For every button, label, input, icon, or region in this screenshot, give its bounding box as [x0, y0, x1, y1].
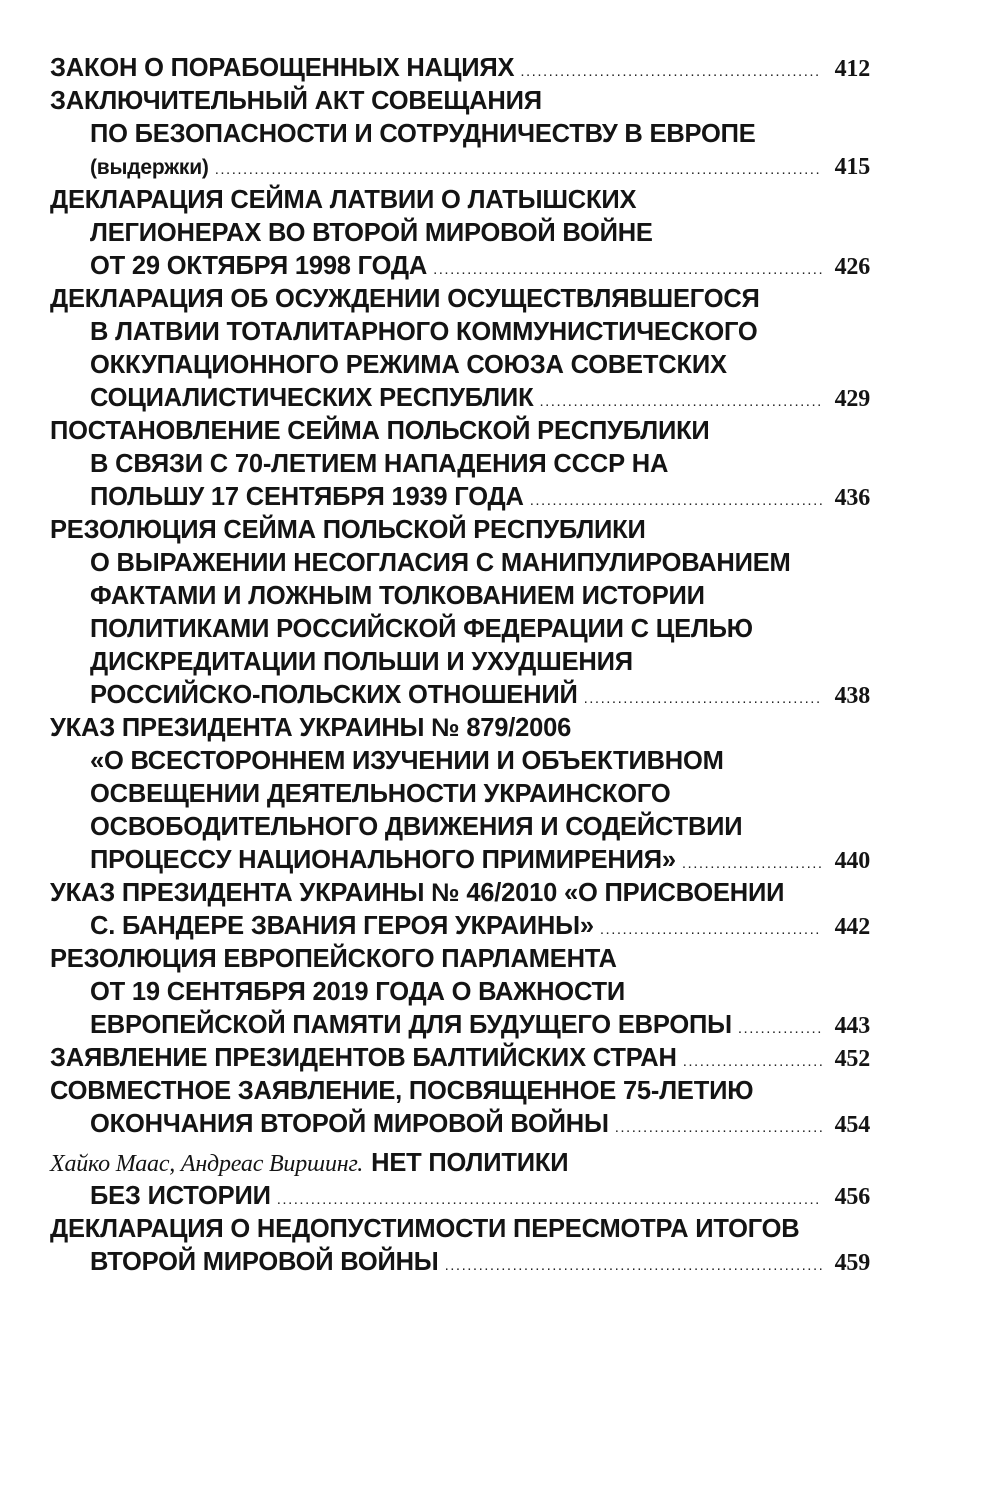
toc-line: [50, 481, 870, 514]
entry-title-continued: ПОЛИТИКАМИ РОССИЙСКОЙ ФЕДЕРАЦИИ С ЦЕЛЬЮ: [90, 615, 753, 643]
dot-leader: [445, 1249, 822, 1282]
toc-line: [50, 184, 870, 217]
page-number: 459: [834, 1250, 870, 1276]
entry-title-continued: ПО БЕЗОПАСНОСТИ И СОТРУДНИЧЕСТВУ В ЕВРОПЕ: [90, 120, 756, 148]
entry-title: РЕЗОЛЮЦИЯ ЕВРОПЕЙСКОГО ПАРЛАМЕНТА: [50, 945, 617, 973]
toc-line: [50, 85, 870, 118]
entry-title: ЗАКЛЮЧИТЕЛЬНЫЙ АКТ СОВЕЩАНИЯ: [50, 87, 542, 115]
entry-title-continued: СОЦИАЛИСТИЧЕСКИХ РЕСПУБЛИК: [90, 384, 534, 412]
dot-leader: [682, 847, 822, 880]
toc-line: [50, 547, 870, 580]
toc-line: [50, 844, 870, 877]
entry-title-continued: ЛЕГИОНЕРАХ ВО ВТОРОЙ МИРОВОЙ ВОЙНЕ: [90, 219, 653, 247]
toc-entry: [50, 943, 870, 1042]
toc-line: [50, 646, 870, 679]
entry-title-continued: ВТОРОЙ МИРОВОЙ ВОЙНЫ: [90, 1248, 439, 1276]
dot-leader: [433, 253, 822, 286]
toc-line: [50, 679, 870, 712]
toc-entry: [50, 1213, 870, 1279]
entry-title-continued: ОКОНЧАНИЯ ВТОРОЙ МИРОВОЙ ВОЙНЫ: [90, 1110, 609, 1138]
toc-entry: [50, 184, 870, 283]
entry-title: ДЕКЛАРАЦИЯ СЕЙМА ЛАТВИИ О ЛАТЫШСКИХ: [50, 186, 637, 214]
dot-leader: [683, 1045, 822, 1078]
dot-leader: [520, 55, 822, 88]
toc-line: [50, 151, 870, 184]
toc-entry: [50, 415, 870, 514]
entry-title: РЕЗОЛЮЦИЯ СЕЙМА ПОЛЬСКОЙ РЕСПУБЛИКИ: [50, 516, 646, 544]
page-number: 440: [834, 848, 870, 874]
toc-line: [50, 778, 870, 811]
entry-title: СОВМЕСТНОЕ ЗАЯВЛЕНИЕ, ПОСВЯЩЕННОЕ 75-ЛЕТИЮ: [50, 1077, 754, 1105]
entry-title-continued: О ВЫРАЖЕНИИ НЕСОГЛАСИЯ С МАНИПУЛИРОВАНИЕМ: [90, 549, 791, 577]
page-number: 442: [834, 914, 870, 940]
dot-leader: [215, 153, 822, 186]
toc-line: [50, 811, 870, 844]
toc-line: [50, 52, 870, 85]
entry-title: ЗАКОН О ПОРАБОЩЕННЫХ НАЦИЯХ: [50, 54, 515, 82]
toc-line: [50, 1042, 870, 1075]
toc-line: [50, 1180, 870, 1213]
entry-title-continued: ОТ 29 ОКТЯБРЯ 1998 ГОДА: [90, 252, 428, 280]
page-number: 438: [834, 683, 870, 709]
entry-title-continued: В СВЯЗИ С 70-ЛЕТИЕМ НАПАДЕНИЯ СССР НА: [90, 450, 669, 478]
toc-line: [50, 514, 870, 547]
entry-title: ДЕКЛАРАЦИЯ ОБ ОСУЖДЕНИИ ОСУЩЕСТВЛЯВШЕГОСЯ: [50, 285, 760, 313]
page-number: 412: [834, 56, 870, 82]
toc-line: [50, 745, 870, 778]
toc-line: [50, 283, 870, 316]
entry-authors: Хайко Маас, Андреас Виршинг.: [50, 1151, 364, 1177]
entry-title-continued: В ЛАТВИИ ТОТАЛИТАРНОГО КОММУНИСТИЧЕСКОГО: [90, 318, 758, 346]
toc-line: [50, 1213, 870, 1246]
page-number: 415: [834, 154, 870, 180]
toc-line: [50, 580, 870, 613]
entry-title-continued: (выдержки): [90, 156, 209, 179]
entry-title-continued: ОТ 19 СЕНТЯБРЯ 2019 ГОДА О ВАЖНОСТИ: [90, 978, 626, 1006]
entry-title: НЕТ ПОЛИТИКИ: [371, 1149, 569, 1177]
toc-line: [50, 1009, 870, 1042]
toc-entry: [50, 85, 870, 184]
dot-leader: [584, 682, 822, 715]
toc-line: [50, 976, 870, 1009]
entry-title: УКАЗ ПРЕЗИДЕНТА УКРАИНЫ № 879/2006: [50, 714, 572, 742]
toc-entry: [50, 514, 870, 712]
entry-title-continued: «О ВСЕСТОРОННЕМ ИЗУЧЕНИИ И ОБЪЕКТИВНОМ: [90, 747, 724, 775]
dot-leader: [530, 484, 822, 517]
page-number: 452: [834, 1046, 870, 1072]
page-number: 443: [834, 1013, 870, 1039]
toc-line: [50, 448, 870, 481]
entry-title: ПОСТАНОВЛЕНИЕ СЕЙМА ПОЛЬСКОЙ РЕСПУБЛИКИ: [50, 417, 710, 445]
page-number: 429: [834, 386, 870, 412]
entry-title-continued: ДИСКРЕДИТАЦИИ ПОЛЬШИ И УХУДШЕНИЯ: [90, 648, 633, 676]
page-number: 436: [834, 485, 870, 511]
toc-entry: [50, 712, 870, 877]
toc-line: [50, 712, 870, 745]
toc-entry: [50, 1075, 870, 1141]
toc-line: [50, 1147, 870, 1180]
toc-entry: [50, 1042, 870, 1075]
entry-title-continued: БЕЗ ИСТОРИИ: [90, 1182, 271, 1210]
entry-title: УКАЗ ПРЕЗИДЕНТА УКРАИНЫ № 46/2010 «О ПРИСВОЕНИИ: [50, 879, 785, 907]
toc-line: [50, 415, 870, 448]
toc-line: [50, 349, 870, 382]
entry-title: ДЕКЛАРАЦИЯ О НЕДОПУСТИМОСТИ ПЕРЕСМОТРА ИТОГОВ: [50, 1215, 800, 1243]
page-number: 454: [834, 1112, 870, 1138]
toc-line: [50, 382, 870, 415]
toc-line: [50, 1108, 870, 1141]
entry-title-continued: ПОЛЬШУ 17 СЕНТЯБРЯ 1939 ГОДА: [90, 483, 524, 511]
entry-title-continued: ОККУПАЦИОННОГО РЕЖИМА СОЮЗА СОВЕТСКИХ: [90, 351, 727, 379]
toc-line: [50, 910, 870, 943]
page-number: 426: [834, 254, 870, 280]
entry-title-continued: С. БАНДЕРЕ ЗВАНИЯ ГЕРОЯ УКРАИНЫ»: [90, 912, 594, 940]
toc-line: [50, 118, 870, 151]
page-number: 456: [834, 1184, 870, 1210]
entry-title-continued: ПРОЦЕССУ НАЦИОНАЛЬНОГО ПРИМИРЕНИЯ»: [90, 846, 676, 874]
toc-entry: [50, 877, 870, 943]
entry-title: ЗАЯВЛЕНИЕ ПРЕЗИДЕНТОВ БАЛТИЙСКИХ СТРАН: [50, 1044, 677, 1072]
table-of-contents: [50, 52, 870, 1279]
entry-title-continued: ЕВРОПЕЙСКОЙ ПАМЯТИ ДЛЯ БУДУЩЕГО ЕВРОПЫ: [90, 1011, 732, 1039]
toc-entry: [50, 1147, 870, 1213]
entry-title-continued: РОССИЙСКО-ПОЛЬСКИХ ОТНОШЕНИЙ: [90, 681, 578, 709]
entry-title-continued: ФАКТАМИ И ЛОЖНЫМ ТОЛКОВАНИЕМ ИСТОРИИ: [90, 582, 705, 610]
toc-line: [50, 877, 870, 910]
dot-leader: [539, 385, 822, 418]
toc-line: [50, 316, 870, 349]
dot-leader: [600, 913, 822, 946]
dot-leader: [738, 1012, 822, 1045]
toc-line: [50, 250, 870, 283]
toc-line: [50, 943, 870, 976]
entry-title-continued: ОСВЕЩЕНИИ ДЕЯТЕЛЬНОСТИ УКРАИНСКОГО: [90, 780, 671, 808]
dot-leader: [277, 1183, 822, 1216]
toc-entry: [50, 283, 870, 415]
entry-title-continued: ОСВОБОДИТЕЛЬНОГО ДВИЖЕНИЯ И СОДЕЙСТВИИ: [90, 813, 743, 841]
toc-line: [50, 1246, 870, 1279]
toc-entry: [50, 52, 870, 85]
dot-leader: [615, 1111, 822, 1144]
toc-line: [50, 1075, 870, 1108]
toc-line: [50, 217, 870, 250]
toc-line: [50, 613, 870, 646]
